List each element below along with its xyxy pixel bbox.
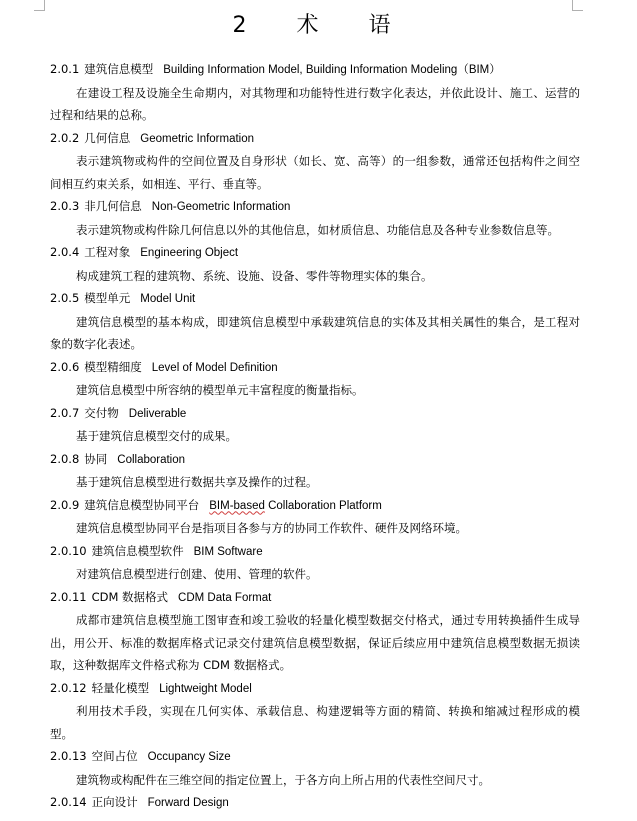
term-number: 2.0.6	[50, 359, 80, 374]
term-english-name: Non-Geometric Information	[151, 201, 291, 213]
term-definition: 对建筑信息模型进行创建、使用、管理的软件。	[76, 567, 318, 581]
term-chinese-name: 空间占位	[91, 749, 138, 763]
term-heading	[50, 241, 580, 265]
term-chinese-name: 轻量化模型	[91, 680, 150, 695]
term-entry	[50, 677, 580, 746]
term-entry	[50, 540, 580, 586]
term-definition: 表示建筑物或构件除几何信息以外的其他信息，如材质信息、功能信息及各种专业参数信息等。	[76, 222, 559, 237]
term-english-name: Model Unit	[140, 293, 196, 305]
term-chinese-name: 模型单元	[84, 291, 131, 305]
term-entry	[50, 127, 580, 196]
term-entry	[50, 58, 580, 127]
term-heading	[50, 127, 580, 151]
term-heading	[50, 402, 580, 426]
term-heading	[50, 494, 580, 518]
term-chinese-name: CDM 数据格式	[91, 589, 169, 604]
term-number: 2.0.13	[50, 749, 87, 763]
term-chinese-name: 建筑信息模型软件	[91, 543, 184, 558]
term-heading	[50, 791, 580, 815]
term-number: 2.0.11	[50, 589, 87, 604]
term-english-name: Occupancy Size	[147, 751, 231, 763]
term-chinese-name: 模型精细度	[84, 359, 142, 374]
term-definition: 建筑信息模型协同平台是指项目各参与方的协同工作软件、硬件及网络环境。	[76, 521, 467, 535]
term-english-name: Collaboration	[117, 453, 186, 466]
term-definition: 建筑物或构配件在三维空间的指定位置上，于各方向上所占用的代表性空间尺寸。	[76, 772, 490, 787]
term-heading	[50, 287, 580, 311]
term-entry	[50, 402, 580, 448]
term-number: 2.0.1	[50, 62, 80, 76]
term-chinese-name: 交付物	[84, 405, 119, 420]
term-heading	[50, 58, 580, 82]
term-entry	[50, 494, 580, 540]
term-english-name: BIM Software	[193, 545, 263, 558]
term-definition: 在建设工程及设施全生命期内，对其物理和功能特性进行数字化表达，并依此设计、施工、运营的过程和结果的总称。	[50, 85, 580, 122]
term-definition: 建筑信息模型中所容纳的模型单元丰富程度的衡量指标。	[76, 383, 364, 397]
term-heading	[50, 745, 580, 769]
term-english-name: Forward Design	[147, 797, 229, 809]
term-chinese-name: 协同	[84, 451, 108, 466]
term-heading	[50, 195, 580, 219]
term-number: 2.0.10	[50, 543, 87, 558]
term-entry	[50, 791, 580, 815]
term-definition: 成都市建筑信息模型施工图审查和竣工验收的轻量化模型数据交付格式，通过专用转换插件生成导出，用公开、标准的数据库格式记录交付建筑信息模型数据，保证后续应用中建筑信息模型数据无损读取，这种数据库文件格式称为 CDM 数据格式。	[50, 613, 580, 672]
term-chinese-name: 工程对象	[84, 245, 131, 259]
term-entry	[50, 195, 580, 241]
term-number: 2.0.4	[50, 245, 80, 259]
term-english-name: Engineering Object	[140, 247, 239, 259]
term-entry	[50, 241, 580, 287]
term-heading	[50, 540, 580, 564]
term-chinese-name: 几何信息	[84, 130, 131, 145]
term-entry	[50, 356, 580, 402]
term-number: 2.0.7	[50, 405, 80, 420]
term-english-spellcheck-word: BIM-based	[209, 499, 265, 512]
term-entry	[50, 586, 580, 677]
term-english-name: Deliverable	[128, 407, 187, 420]
term-definition: 建筑信息模型的基本构成，即建筑信息模型中承载建筑信息的实体及其相关属性的集合，是工程对象的数字化表述。	[50, 314, 580, 351]
term-english-name: Building Information Model, Building Information Modeling（BIM）	[163, 64, 501, 76]
section-title: 2 术 语	[232, 13, 405, 38]
term-number: 2.0.8	[50, 451, 80, 466]
term-number: 2.0.2	[50, 130, 80, 145]
term-definition: 基于建筑信息模型进行数据共享及操作的过程。	[76, 475, 318, 489]
term-number: 2.0.14	[50, 795, 87, 809]
term-number: 2.0.9	[50, 497, 80, 512]
term-heading	[50, 356, 580, 380]
term-chinese-name: 非几何信息	[84, 199, 142, 213]
term-chinese-name: 正向设计	[91, 795, 138, 809]
term-definition: 构成建筑工程的建筑物、系统、设施、设备、零件等物理实体的集合。	[76, 268, 433, 283]
term-definition: 利用技术手段，实现在几何实体、承载信息、构建逻辑等方面的精简、转换和缩减过程形成的模型。	[50, 704, 580, 741]
term-entry	[50, 745, 580, 791]
term-definition: 基于建筑信息模型交付的成果。	[76, 429, 237, 443]
term-heading	[50, 677, 580, 701]
term-definition: 表示建筑物或构件的空间位置及自身形状（如长、宽、高等）的一组参数，通常还包括构件之间空间相互约束关系，如相连、平行、垂直等。	[50, 154, 580, 191]
term-english-name: CDM Data Format	[178, 591, 272, 604]
term-english-name: Lightweight Model	[159, 682, 252, 695]
term-number: 2.0.3	[50, 199, 80, 213]
term-chinese-name: 建筑信息模型协同平台	[84, 497, 200, 512]
term-number: 2.0.12	[50, 680, 87, 695]
terms-list	[50, 58, 580, 815]
term-chinese-name: 建筑信息模型	[84, 62, 154, 76]
term-number: 2.0.5	[50, 291, 80, 305]
term-entry	[50, 287, 580, 356]
term-english-name: Level of Model Definition	[151, 361, 278, 374]
term-heading	[50, 586, 580, 610]
term-english-name: Collaboration Platform	[264, 499, 382, 512]
term-english-name: Geometric Information	[140, 132, 255, 145]
term-heading	[50, 448, 580, 472]
term-entry	[50, 448, 580, 494]
